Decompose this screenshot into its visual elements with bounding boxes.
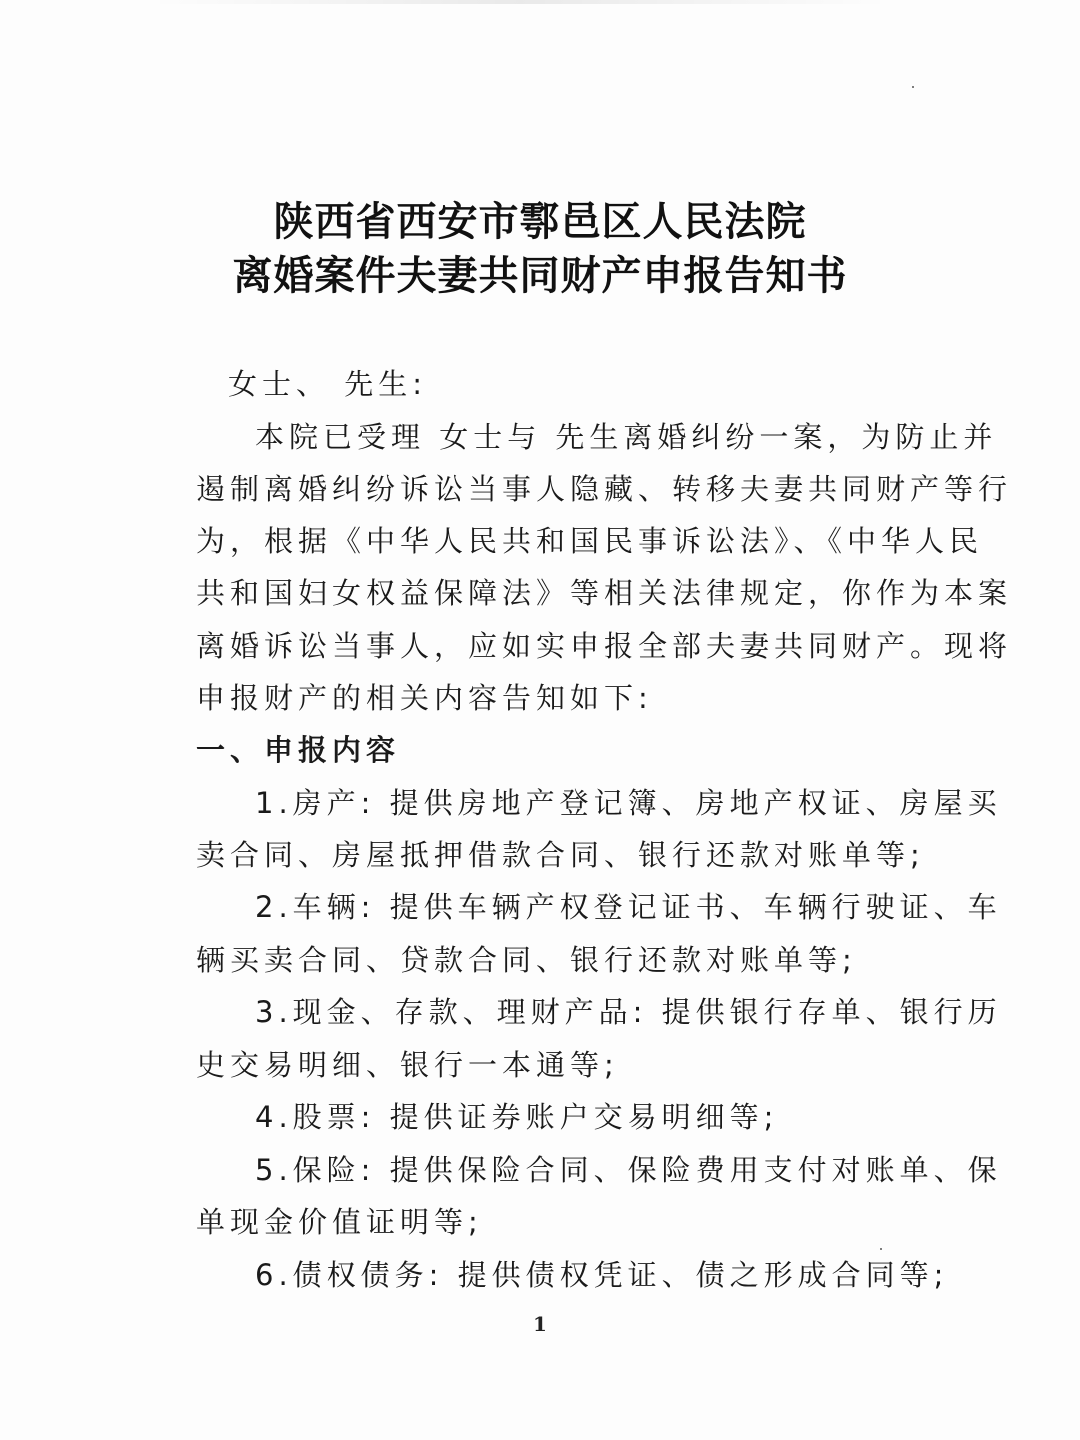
intro-line: 为，根据《中华人民共和国民事诉讼法》、《中华人民 bbox=[196, 524, 984, 558]
list-item-vehicle-line2: 辆买卖合同、贷款合同、银行还款对账单等; bbox=[196, 943, 857, 977]
list-item-insurance-line2: 单现金价值证明等; bbox=[196, 1205, 483, 1239]
list-item-cash-line2: 史交易明细、银行一本通等; bbox=[196, 1048, 619, 1082]
salutation: 女士、 先生: bbox=[228, 367, 427, 401]
scan-speck bbox=[880, 1248, 882, 1250]
list-item-property-line2: 卖合同、房屋抵押借款合同、银行还款对账单等; bbox=[196, 838, 925, 872]
page-number: 1 bbox=[533, 1312, 547, 1336]
intro-line: 本院已受理 女士与 先生离婚纠纷一案，为防止并 bbox=[255, 420, 998, 454]
list-item-cash-line1: 3.现金、存款、理财产品: 提供银行存单、银行历 bbox=[255, 995, 1002, 1029]
list-item-stocks: 4.股票: 提供证券账户交易明细等; bbox=[255, 1100, 779, 1134]
scan-edge-shadow bbox=[150, 0, 890, 4]
document-title-court: 陕西省西安市鄠邑区人民法院 bbox=[273, 198, 807, 245]
list-item-vehicle-line1: 2.车辆: 提供车辆产权登记证书、车辆行驶证、车 bbox=[255, 890, 1002, 924]
intro-line: 离婚诉讼当事人，应如实申报全部夫妻共同财产。现将 bbox=[196, 629, 1013, 663]
list-item-insurance-line1: 5.保险: 提供保险合同、保险费用支付对账单、保 bbox=[255, 1153, 1002, 1187]
document-title-notice: 离婚案件夫妻共同财产申报告知书 bbox=[232, 252, 848, 299]
section-heading-declaration-content: 一、申报内容 bbox=[196, 733, 401, 767]
intro-line: 遏制离婚纠纷诉讼当事人隐藏、转移夫妻共同财产等行 bbox=[196, 472, 1013, 506]
list-item-debts: 6.债权债务: 提供债权凭证、债之形成合同等; bbox=[255, 1258, 949, 1292]
intro-line: 申报财产的相关内容告知如下: bbox=[196, 681, 653, 715]
list-item-property-line1: 1.房产: 提供房地产登记簿、房地产权证、房屋买 bbox=[255, 786, 1002, 820]
scan-speck bbox=[912, 86, 914, 88]
intro-line: 共和国妇女权益保障法》等相关法律规定，你作为本案 bbox=[196, 576, 1013, 610]
